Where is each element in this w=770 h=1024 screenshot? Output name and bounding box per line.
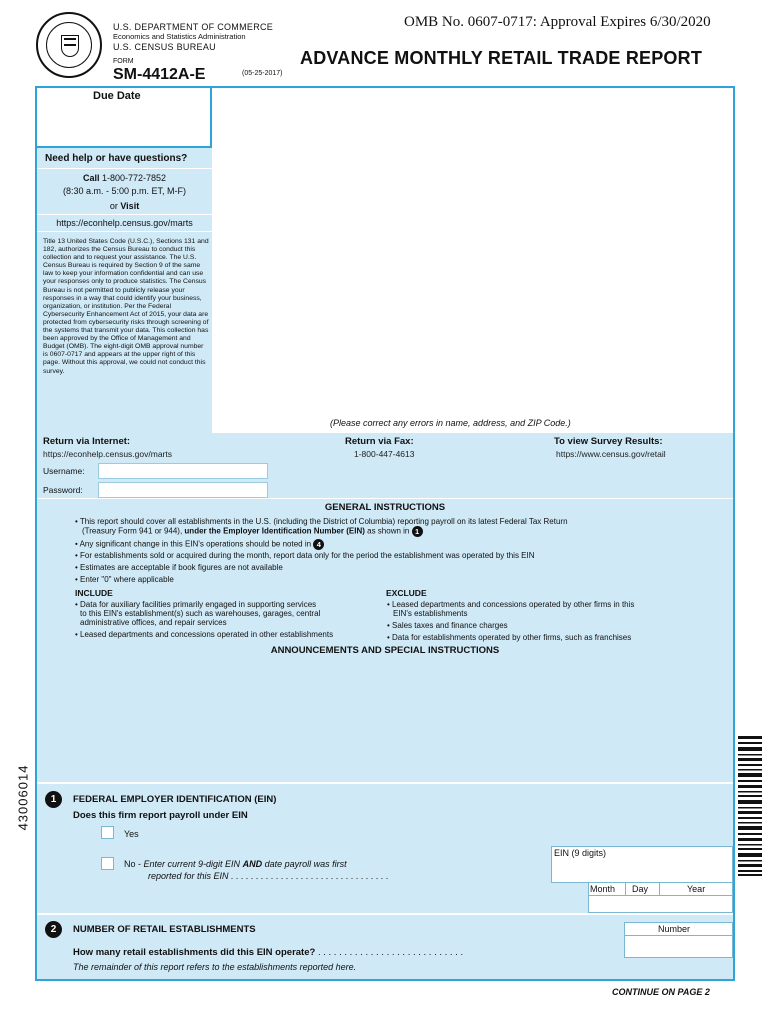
leader-dots: . . . . . . . . . . . . . . . . . . . . . . . . . . . . . . . . [231, 871, 389, 881]
no-text2: date payroll was first [264, 859, 347, 869]
instruction-text: Enter "0" where applicable [80, 575, 174, 584]
legal-notice: Title 13 United States Code (U.S.C.), Sections 131 and 182, authorizes the Census Bureau to conduct this collection and to request your assistance. The U.S. Census Bureau is required by Section 9 of the same law to keep your information confidential and can use your responses only to produce statistics. The Census Bureau is not permitted to publicly release your responses in a way that could identify your business, organization, or institution. Per the Federal Cybersecurity Enhancement Act of 2015, your data are protected from cybersecurity risks through screening of the systems that transmit your data. This collection has been approved by the Office of Management and Budget (OMB). The eight-digit OMB approval number is 0607-0717 and appears at the upper right of this page. Without this approval, we could not conduct this survey. [43, 238, 209, 375]
section2-question [73, 947, 463, 958]
administration-name: Economics and Statistics Administration [113, 32, 246, 41]
section1-question: Does this firm report payroll under EIN [73, 810, 248, 821]
include-item: • Leased departments and concessions operated in other establishments [75, 630, 334, 639]
exclude-item: • Data for establishments operated by other firms, such as franchises [387, 633, 632, 642]
instruction-bullet: • For establishments sold or acquired during the month, report data only for the period the establishment was operated by this EIN [75, 551, 535, 560]
general-instructions-title: GENERAL INSTRUCTIONS [324, 502, 446, 513]
call-label: Call [82, 173, 100, 183]
form-label: FORM [113, 58, 134, 65]
yes-checkbox[interactable] [101, 826, 114, 839]
include-item-cont: administrative offices, and repair services [80, 618, 227, 627]
exclude-title: EXCLUDE [386, 588, 427, 598]
bureau-name: U.S. CENSUS BUREAU [113, 42, 216, 52]
due-date-label: Due Date [93, 90, 141, 102]
survey-results-url[interactable]: https://www.census.gov/retail [556, 449, 666, 459]
section2-badge: 2 [45, 921, 62, 938]
help-or-visit [37, 201, 212, 211]
no-line2: reported for this EIN [148, 871, 229, 881]
question-text: How many retail establishments did this EIN operate? [73, 947, 316, 958]
number-box-divider [624, 935, 733, 936]
password-field[interactable] [98, 482, 268, 498]
instruction-text: For establishments sold or acquired during the month, report data only for the period the establishment was operated by this EIN [80, 551, 535, 560]
exclude-text: Sales taxes and finance charges [392, 621, 508, 630]
include-text: Leased departments and concessions operated in other establishments [80, 630, 334, 639]
password-label: Password: [43, 485, 83, 495]
include-text: Data for auxiliary facilities primarily engaged in supporting services [80, 600, 317, 609]
year-label: Year [687, 884, 706, 894]
instruction-bullet: • Estimates are acceptable if book figures are not available [75, 563, 283, 572]
help-url[interactable]: https://econhelp.census.gov/marts [56, 218, 193, 228]
no-text: Enter current 9-digit EIN [143, 859, 241, 869]
announcements-title: ANNOUNCEMENTS AND SPECIAL INSTRUCTIONS [270, 645, 500, 656]
return-internet-url[interactable]: https://econhelp.census.gov/marts [43, 449, 172, 459]
exclude-text: Leased departments and concessions operated by other firms in this [392, 600, 635, 609]
include-title: INCLUDE [75, 588, 113, 598]
form-date: (05-25-2017) [242, 70, 283, 77]
no-checkbox[interactable] [101, 857, 114, 870]
username-label: Username: [43, 466, 85, 476]
or-label: or [109, 201, 118, 211]
address-correction-note: (Please correct any errors in name, address, and ZIP Code.) [330, 418, 571, 428]
no-label-line2 [148, 871, 389, 881]
instruction-text: Estimates are acceptable if book figures are not available [80, 563, 283, 572]
include-item: • Data for auxiliary facilities primarily engaged in supporting services [75, 600, 317, 609]
section2-note: The remainder of this report refers to the establishments reported here. [73, 962, 357, 972]
help-title: Need help or have questions? [45, 153, 188, 164]
leader-dots: . . . . . . . . . . . . . . . . . . . . . . . . . . . . [317, 947, 464, 958]
instruction-bullet: • Enter "0" where applicable [75, 575, 174, 584]
barcode-icon [738, 736, 762, 876]
exclude-item: • Leased departments and concessions operated by other firms in this [387, 600, 635, 609]
survey-results-label: To view Survey Results: [554, 436, 663, 447]
section1-badge: 1 [45, 791, 62, 808]
help-call [37, 173, 212, 183]
omb-number: OMB No. 0607-0717: Approval Expires 6/30/2020 [404, 14, 711, 30]
day-label: Day [632, 884, 649, 894]
section2-title: NUMBER OF RETAIL ESTABLISHMENTS [73, 924, 256, 935]
form-id-code: 43006014 [15, 764, 31, 831]
page-title: ADVANCE MONTHLY RETAIL TRADE REPORT [300, 48, 703, 68]
help-divider [37, 214, 212, 215]
date-divider [659, 882, 660, 895]
no-and: AND [242, 859, 263, 869]
month-label: Month [590, 884, 616, 894]
no-label [124, 859, 347, 869]
help-phone: 1-800-772-7852 [101, 173, 167, 183]
yes-label: Yes [124, 829, 139, 839]
exclude-item: • Sales taxes and finance charges [387, 621, 508, 630]
department-name: U.S. DEPARTMENT OF COMMERCE [113, 22, 274, 32]
form-number: SM-4412A-E [113, 66, 206, 83]
seal-inner-ring [46, 22, 92, 68]
instruction-bullet-cont [82, 526, 423, 537]
instruction-text: as shown in [367, 526, 410, 536]
return-internet-label: Return via Internet: [43, 436, 131, 447]
instruction-text: Any significant change in this EIN's operations should be noted in [79, 539, 312, 549]
instruction-bullet: • This report should cover all establishments in the U.S. (including the District of Columbia) reporting payroll on its latest Federal Tax Return [75, 517, 568, 526]
exclude-text: Data for establishments operated by other firms, such as franchises [392, 633, 632, 642]
instruction-text: This report should cover all establishments in the U.S. (including the District of Columbia) reporting payroll on its latest Federal Tax Return [79, 517, 568, 526]
date-divider [625, 882, 626, 895]
ein-label: EIN (9 digits) [554, 848, 607, 858]
section1-title: FEDERAL EMPLOYER IDENTIFICATION (EIN) [73, 794, 277, 805]
instruction-bullet: • Any significant change in this EIN's operations should be noted in 4 [75, 539, 324, 550]
help-divider [37, 231, 212, 232]
help-hours: (8:30 a.m. - 5:00 p.m. ET, M-F) [62, 186, 187, 196]
visit-label: Visit [120, 201, 140, 211]
username-field[interactable] [98, 463, 268, 479]
help-divider [37, 168, 212, 169]
date-divider [588, 895, 733, 896]
return-fax-label: Return via Fax: [345, 436, 414, 447]
seal-bars [64, 38, 76, 46]
exclude-item-cont: EIN's establishments [393, 609, 468, 618]
continue-note: CONTINUE ON PAGE 2 [612, 987, 710, 997]
instruction-bold-text: under the Employer Identification Number (EIN) [184, 526, 365, 536]
number-label: Number [658, 924, 691, 934]
section-ref-badge: 4 [313, 539, 324, 550]
census-seal [36, 12, 102, 78]
return-fax-number: 1-800-447-4613 [354, 449, 415, 459]
instruction-text: (Treasury Form 941 or 944), [82, 526, 183, 536]
section-ref-badge: 1 [412, 526, 423, 537]
include-item-cont: to this EIN's establishment(s) such as warehouses, garages, central [80, 609, 321, 618]
no-prefix: No - [124, 859, 144, 869]
